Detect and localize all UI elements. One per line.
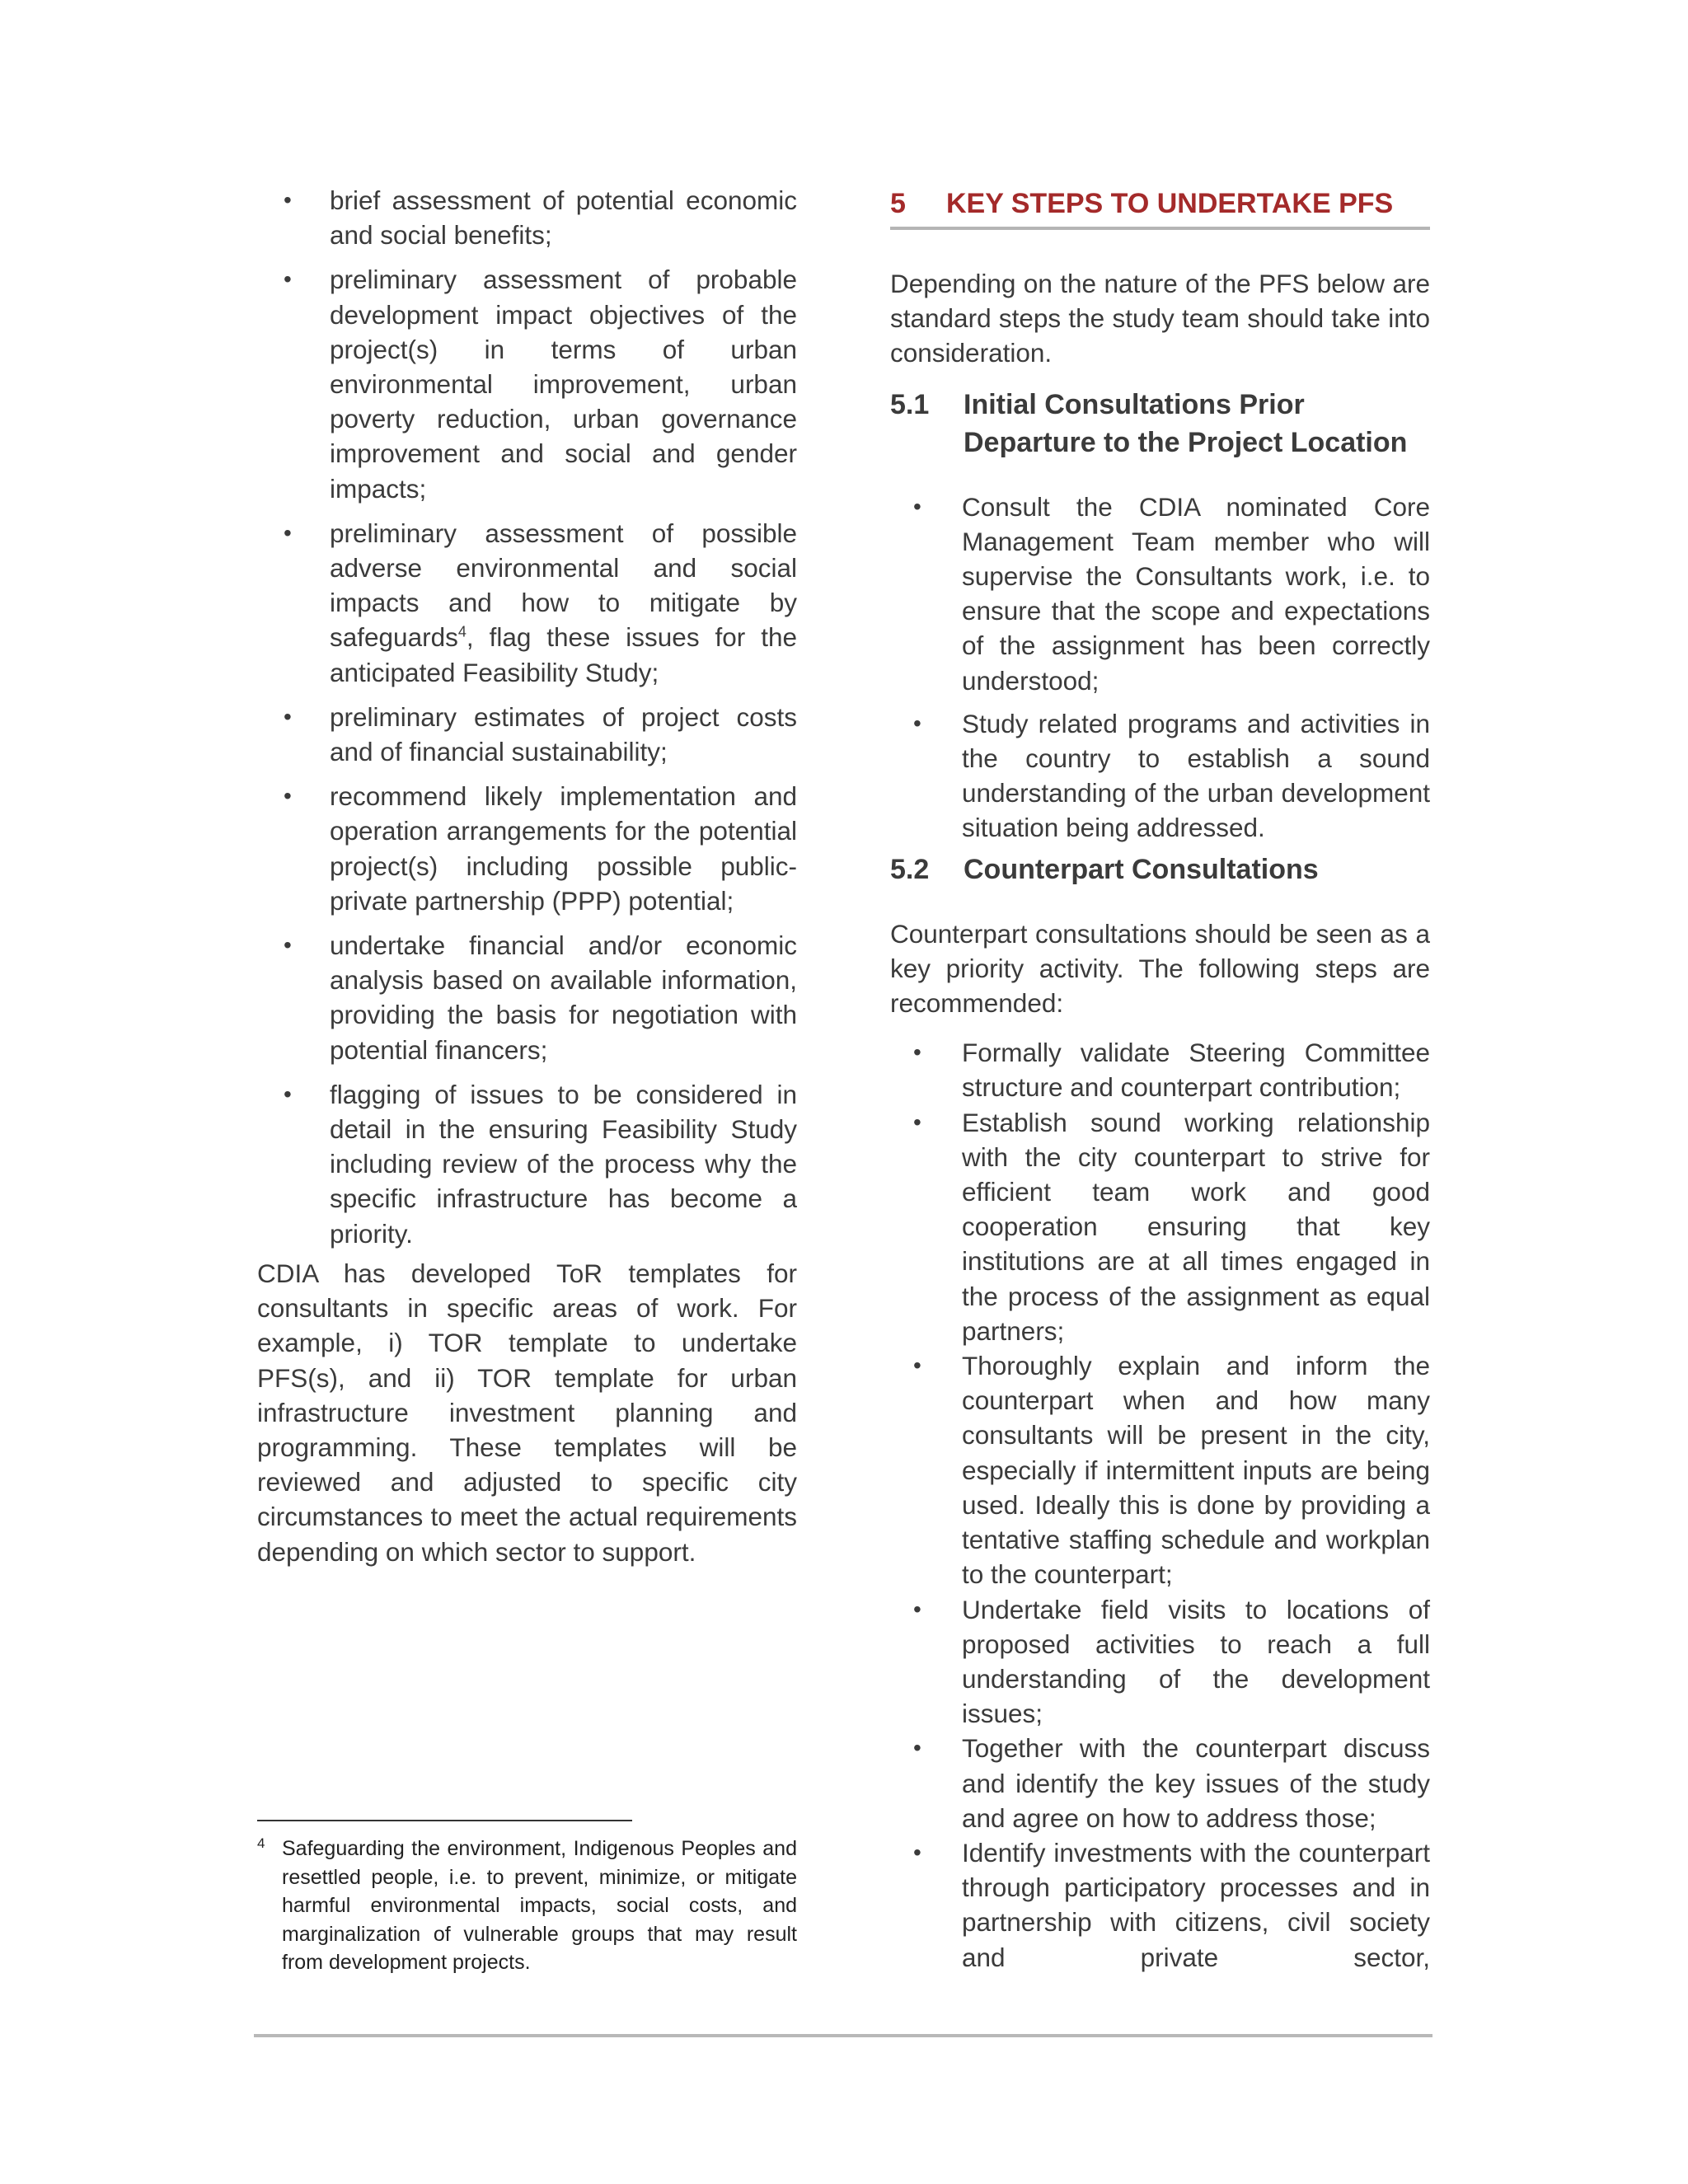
footnote-marker: 4 [257,1835,265,1851]
subsection-heading-5-2 [890,851,1430,888]
bullet-icon: • [284,932,292,958]
footnote-text: Safeguarding the environment, Indigenous Peoples and resettled people, i.e. to prevent, minimize, or mitigate harmful environmental impacts, social costs, and marginalization of vulnerable groups that may result from development projects. [282,1837,797,1974]
section-intro: Depending on the nature of the PFS below are standard steps the study team should take into consideration. [890,269,1430,368]
bullet-icon: • [284,266,292,293]
bullet-icon: • [913,1596,921,1622]
page-bottom-rule [254,2034,1432,2037]
footnote-divider [257,1820,632,1821]
bullet-icon: • [284,187,292,213]
list-item: • preliminary estimates of project costs and of financial sustainability; [257,700,797,769]
footnote [257,1835,797,1977]
section-number: 5 [890,188,906,219]
list-item: • preliminary assessment of probable development impact objectives of the project(s) in terms of urban environmental improvement, urban poverty reduction, urban governance improvement and social and gender impacts; [257,262,797,505]
subsection-intro: Counterpart consultations should be seen as a key priority activity. The following steps are recommended: [890,918,1430,1019]
bullet-icon: • [284,519,292,546]
section-heading [890,187,1430,230]
right-column [890,183,1430,1975]
subsection-number: 5.2 [890,853,930,885]
bullet-icon: • [913,1839,921,1865]
bullet-icon: • [913,1352,921,1379]
list-item: • undertake financial and/or economic analysis based on available information, providing the basis for negotiation with potential financers; [257,928,797,1067]
subsection-title: Counterpart Consultations [964,853,1319,885]
subsection-number: 5.1 [890,388,930,420]
body-paragraph: CDIA has developed ToR templates for consultants in specific areas of work. For example, i) TOR template to undertake PFS(s), and ii) TOR template for urban infrastructure investment planning and programming. These templates will be reviewed and adjusted to specific city circumstances to meet the actual requirements depending on which sector to support. [257,1258,797,1567]
left-bullet-list [257,183,797,1251]
list-item: • recommend likely implementation and operation arrangements for the potential project(s) including possible public-private partnership (PPP) potential; [257,779,797,918]
list-item: • preliminary assessment of possible adverse environmental and social impacts and how to mitigate by safeguards$^4$, flag these issues for the anticipated Feasibility Study; [257,516,797,690]
subsection-title: Initial Consultations Prior Departure to the Project Location [964,388,1408,458]
list-item: • Formally validate Steering Committee structure and counterpart contribution; [890,1035,1430,1104]
left-column [257,183,797,1569]
bullet-icon: • [913,710,921,736]
bullet-icon: • [284,703,292,729]
list-item: • Study related programs and activities in the country to establish a sound understanding of the urban development situation being addressed. [890,706,1430,846]
bullet-icon: • [913,493,921,519]
bullet-icon: • [284,1080,292,1107]
consultation-bullet-list [890,490,1430,846]
list-item: • Together with the counterpart discuss and identify the key issues of the study and agree on how to address those; [890,1731,1430,1835]
list-item: • Consult the CDIA nominated Core Management Team member who will supervise the Consultants work, i.e. to ensure that the scope and expectations of the assignment has been correctly understood; [890,490,1430,698]
bullet-icon: • [913,1108,921,1135]
counterpart-bullet-list [890,1035,1430,1974]
list-item: • Identify investments with the counterpart through participatory processes and in partnership with citizens, civil society and private sector, [890,1835,1430,1975]
subsection-heading-5-1 [890,386,1430,462]
list-item: • Thoroughly explain and inform the counterpart when and how many consultants will be present in the city, especially if intermittent inputs are being used. Ideally this is done by providing a tentative staffing schedule and workplan to the counterpart; [890,1348,1430,1591]
footnote-reference[interactable]: 4 [457,623,467,640]
bullet-icon: • [913,1735,921,1761]
list-item: • Undertake field visits to locations of proposed activities to reach a full understanding of the development issues; [890,1592,1430,1732]
bullet-icon: • [284,783,292,809]
bullet-icon: • [913,1039,921,1066]
list-item: • Establish sound working relationship with the city counterpart to strive for efficient team work and good cooperation ensuring that key institutions are at all times engaged in the process of the assignment as equal partners; [890,1105,1430,1348]
section-title: KEY STEPS TO UNDERTAKE PFS [946,188,1394,219]
list-item: • flagging of issues to be considered in detail in the ensuring Feasibility Study including review of the process why the specific infrastructure has become a priority. [257,1077,797,1251]
list-item: • brief assessment of potential economic and social benefits; [257,183,797,252]
